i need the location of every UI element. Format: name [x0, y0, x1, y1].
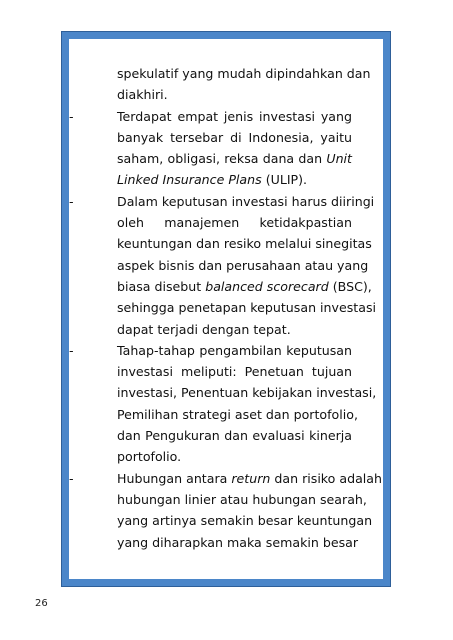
text-line — [69, 106, 352, 127]
line-text: Pemilihan strategi aset dan portofolio, — [117, 406, 358, 422]
line-text: investasi meliputi: Penetuan tujuan — [117, 364, 352, 380]
bullet-dash: - — [69, 470, 74, 486]
bullet-dash: - — [69, 108, 74, 124]
text-line — [117, 489, 367, 510]
text-line — [117, 510, 373, 531]
line-text: investasi, Penentuan kebijakan investasi, — [117, 385, 377, 401]
text-line — [117, 404, 358, 425]
text-line — [117, 84, 352, 105]
line-text: Dalam keputusan investasi harus diiringi — [117, 193, 375, 209]
text-line — [69, 340, 352, 361]
text-line — [69, 191, 375, 212]
line-text: Terdapat empat jenis investasi yang — [117, 108, 352, 124]
line-text: diakhiri. — [117, 87, 168, 103]
text-line — [69, 468, 382, 489]
text-line — [117, 169, 352, 190]
line-text: Tahap-tahap pengambilan keputusan — [117, 342, 352, 358]
text-line — [117, 532, 359, 553]
text-line — [117, 127, 352, 148]
text-line — [117, 425, 352, 446]
line-text: Linked Insurance Plans (ULIP). — [117, 172, 308, 188]
line-text: saham, obligasi, reksa dana dan Unit — [117, 151, 352, 167]
line-text: dapat terjadi dengan tepat. — [117, 321, 291, 337]
body-text — [69, 63, 382, 553]
line-text: portofolio. — [117, 449, 182, 465]
text-line — [117, 446, 352, 467]
page-text-area — [69, 39, 383, 579]
text-line — [117, 148, 352, 169]
line-text: aspek bisnis dan perusahaan atau yang — [117, 257, 369, 273]
text-line — [117, 361, 352, 382]
text-line — [117, 382, 377, 403]
text-line — [117, 212, 352, 233]
line-text: dan Pengukuran dan evaluasi kinerja — [117, 428, 352, 444]
text-line — [117, 233, 372, 254]
text-line — [117, 319, 352, 340]
line-text: banyak tersebar di Indonesia, yaitu — [117, 129, 352, 145]
text-line — [117, 255, 369, 276]
page-border-frame — [61, 31, 391, 587]
line-text: oleh manajemen ketidakpastian — [117, 215, 352, 231]
line-text: keuntungan dan resiko melalui sinegitas — [117, 236, 372, 252]
text-line — [117, 276, 372, 297]
bullet-dash: - — [69, 342, 74, 358]
line-text: spekulatif yang mudah dipindahkan dan — [117, 66, 371, 81]
bullet-dash: - — [69, 193, 74, 209]
text-line — [117, 63, 371, 84]
text-line — [117, 297, 377, 318]
line-text: biasa disebut balanced scorecard (BSC), — [117, 278, 372, 294]
line-text: sehingga penetapan keputusan investasi — [117, 300, 377, 316]
page-number: 26 — [35, 598, 48, 609]
line-text: Hubungan antara return dan risiko adalah — [117, 470, 382, 486]
line-text: hubungan linier atau hubungan searah, — [117, 491, 367, 507]
line-text: yang artinya semakin besar keuntungan — [117, 513, 373, 529]
line-text: yang diharapkan maka semakin besar — [117, 534, 359, 550]
